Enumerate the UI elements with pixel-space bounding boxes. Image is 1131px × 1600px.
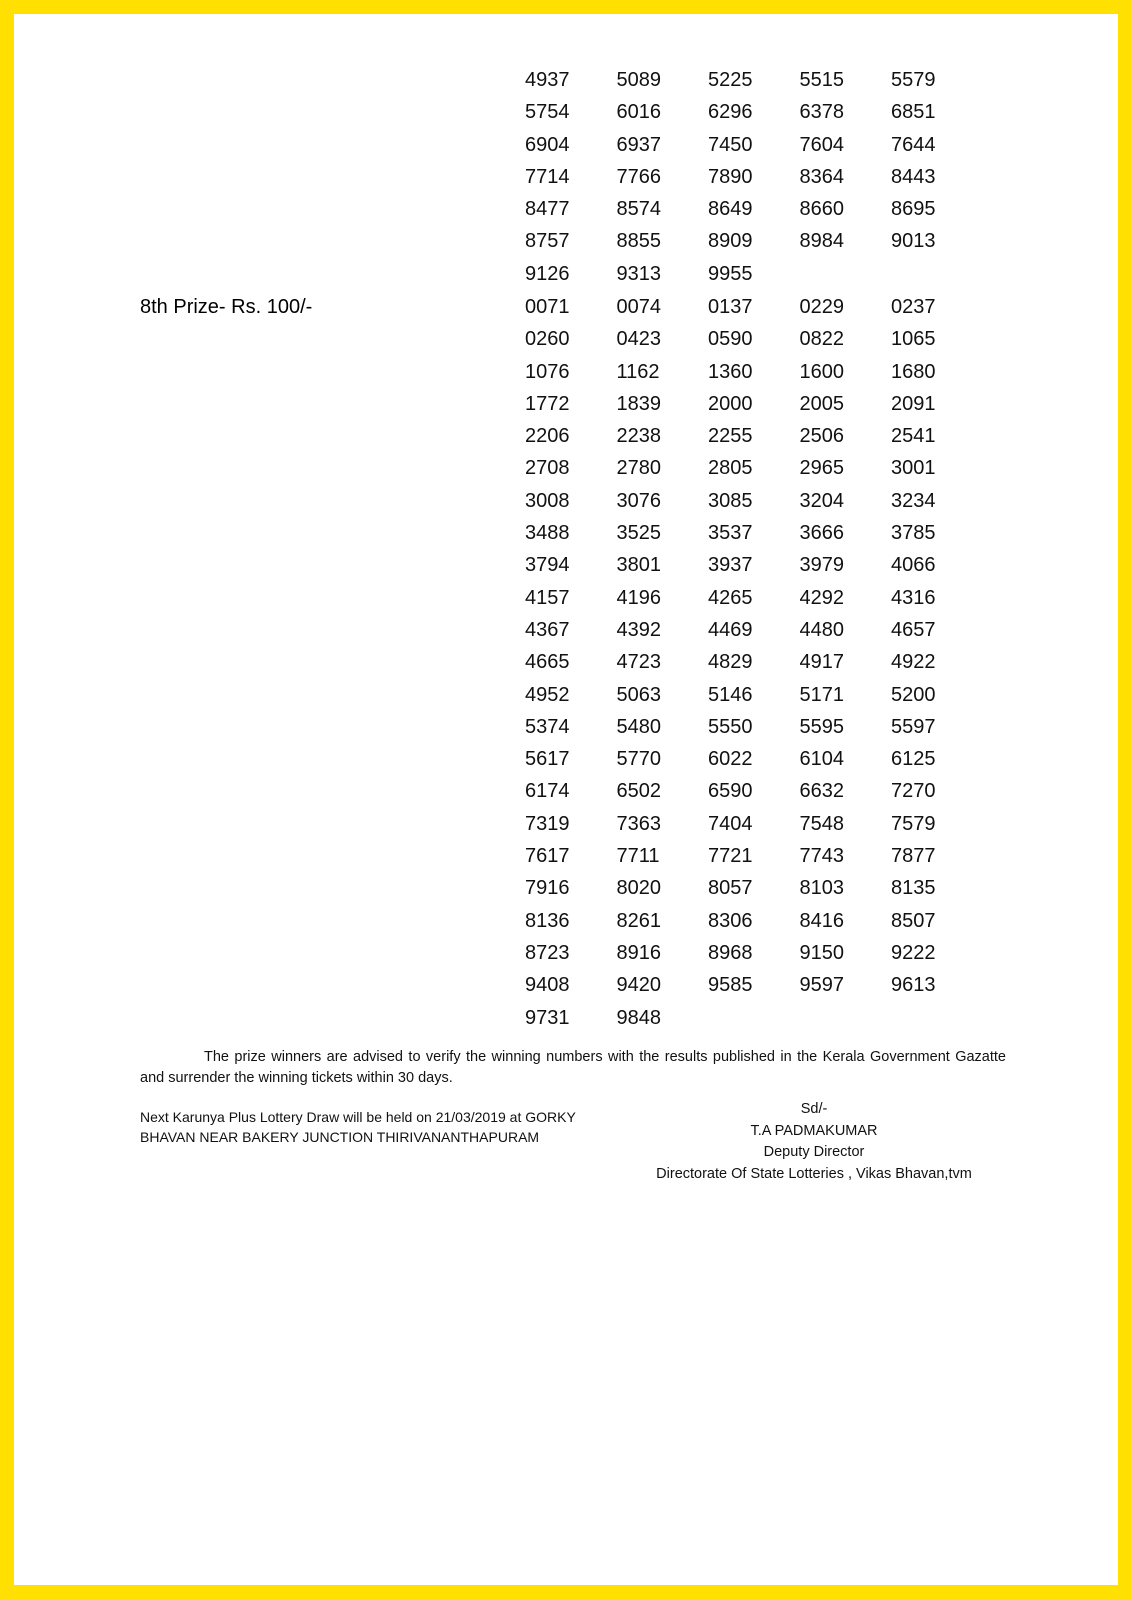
- ticket-number: 0074: [616, 296, 661, 318]
- ticket-number: 4665: [525, 651, 570, 674]
- ticket-number: 1680: [891, 360, 936, 383]
- ticket-number: 5595: [799, 715, 844, 738]
- ticket-number: 8057: [708, 877, 753, 900]
- ticket-number: 7890: [708, 165, 753, 188]
- ticket-number: 7743: [799, 845, 844, 868]
- ticket-number: 4480: [799, 618, 844, 641]
- ticket-number: 5480: [616, 715, 661, 738]
- ticket-number: 3537: [708, 522, 753, 545]
- ticket-number: 3666: [799, 522, 844, 545]
- ticket-number: 8574: [616, 198, 661, 221]
- ticket-number: 6904: [525, 133, 570, 156]
- ticket-number: 4657: [891, 618, 936, 641]
- ticket-number: 7270: [891, 780, 936, 803]
- ticket-number: 4292: [799, 586, 844, 609]
- ticket-number: 8306: [708, 909, 753, 932]
- ticket-number: 3234: [891, 489, 936, 512]
- ticket-number: 8649: [708, 198, 753, 221]
- ticket-number: 9420: [616, 974, 661, 997]
- ticket-number: 7363: [616, 812, 661, 835]
- ticket-number: 3085: [708, 489, 753, 512]
- ticket-number: 9126: [525, 262, 570, 285]
- ticket-number: 7548: [799, 812, 844, 835]
- ticket-number: 4157: [525, 586, 570, 609]
- ticket-number: 8261: [616, 909, 661, 932]
- ticket-number: 5089: [616, 69, 661, 91]
- ticket-number: 4937: [525, 69, 570, 91]
- ticket-number: 8984: [799, 230, 844, 253]
- ticket-number: 8916: [616, 941, 661, 964]
- ticket-number: 1772: [525, 392, 570, 415]
- ticket-number: 2965: [799, 457, 844, 480]
- ticket-number: 5200: [891, 683, 936, 706]
- ticket-number: 8507: [891, 909, 936, 932]
- ticket-number: 1162: [616, 360, 660, 383]
- ticket-number: 8364: [799, 165, 844, 188]
- ticket-number: 3785: [891, 522, 936, 545]
- ticket-number: 0590: [708, 328, 753, 351]
- ticket-number: 5515: [799, 69, 844, 91]
- ticket-number: 7721: [708, 845, 753, 868]
- ticket-number: 9955: [708, 262, 753, 285]
- ticket-number: 9613: [891, 974, 936, 997]
- ticket-number: 4066: [891, 554, 936, 577]
- ticket-number: 1360: [708, 360, 753, 383]
- ticket-number: 6590: [708, 780, 753, 803]
- ticket-number: 6937: [616, 133, 661, 156]
- ticket-number: 4723: [616, 651, 661, 674]
- ticket-number: 9013: [891, 230, 936, 253]
- ticket-number: 9848: [616, 1006, 661, 1029]
- signatory-office: Directorate Of State Lotteries , Vikas Bhavan,tvm: [656, 1165, 972, 1182]
- result-page: [14, 14, 1118, 1585]
- ticket-number: 4952: [525, 683, 570, 706]
- ticket-number: 0260: [525, 328, 570, 351]
- ticket-number: 5754: [525, 101, 570, 124]
- ticket-number: 7450: [708, 133, 753, 156]
- ticket-number: 1065: [891, 328, 936, 351]
- ticket-number: 5617: [525, 748, 570, 771]
- ticket-number: 1600: [799, 360, 844, 383]
- ticket-number: 3794: [525, 554, 570, 577]
- ticket-number: 6016: [616, 101, 661, 124]
- ticket-number: 8723: [525, 941, 570, 964]
- ticket-number: 6378: [799, 101, 844, 124]
- ticket-number: 5146: [708, 683, 753, 706]
- ticket-number: 3937: [708, 554, 753, 577]
- ticket-number: 9597: [799, 974, 844, 997]
- ticket-number: 5550: [708, 715, 753, 738]
- ticket-number: 8416: [799, 909, 844, 932]
- seventh-prize-number-grid: [525, 64, 983, 290]
- ticket-number: 7916: [525, 877, 570, 900]
- ticket-number: 6022: [708, 748, 753, 771]
- ticket-number: 7604: [799, 133, 844, 156]
- ticket-number: 0822: [799, 328, 844, 351]
- ticket-number: 2541: [891, 425, 936, 448]
- ticket-number: 1839: [616, 392, 661, 415]
- ticket-number: 6104: [799, 748, 844, 771]
- ticket-number: 7617: [525, 845, 570, 868]
- ticket-number: 7714: [525, 165, 570, 188]
- ticket-number: 1076: [525, 360, 570, 383]
- ticket-number: 0237: [891, 296, 936, 318]
- ticket-number: 6502: [616, 780, 661, 803]
- ticket-number: 5063: [616, 683, 661, 706]
- ticket-number: 5374: [525, 715, 570, 738]
- ticket-number: 3801: [616, 554, 661, 577]
- eighth-prize-label: 8th Prize- Rs. 100/-: [140, 296, 313, 318]
- ticket-number: 6632: [799, 780, 844, 803]
- ticket-number: 2708: [525, 457, 570, 480]
- ticket-number: 3979: [799, 554, 844, 577]
- ticket-number: 6125: [891, 748, 936, 771]
- ticket-number: 4392: [616, 618, 661, 641]
- ticket-number: 9222: [891, 941, 936, 964]
- ticket-number: 2000: [708, 392, 753, 415]
- ticket-number: 4922: [891, 651, 936, 674]
- ticket-number: 9731: [525, 1006, 570, 1029]
- ticket-number: 8135: [891, 877, 936, 900]
- ticket-number: 4316: [891, 586, 936, 609]
- ticket-number: 2506: [799, 425, 844, 448]
- ticket-number: 5579: [891, 69, 936, 91]
- signature-sd: Sd/-: [800, 1101, 828, 1117]
- ticket-number: 2005: [799, 392, 844, 415]
- ticket-number: 4917: [799, 651, 844, 674]
- ticket-number: 5770: [616, 748, 661, 771]
- ticket-number: 5171: [799, 683, 844, 706]
- ticket-number: 9313: [616, 262, 661, 285]
- ticket-number: 9150: [799, 941, 844, 964]
- ticket-number: 4265: [708, 586, 753, 609]
- ticket-number: 7579: [891, 812, 936, 835]
- ticket-number: 3076: [616, 489, 661, 512]
- ticket-number: 7644: [891, 133, 936, 156]
- ticket-number: 6296: [708, 101, 753, 124]
- signatory-name: T.A PADMAKUMAR: [750, 1122, 878, 1139]
- ticket-number: 4469: [708, 618, 753, 641]
- ticket-number: 8695: [891, 198, 936, 221]
- signature-block: [624, 1099, 1004, 1185]
- ticket-number: 8660: [799, 198, 844, 221]
- ticket-number: 0229: [799, 296, 844, 318]
- ticket-number: 8909: [708, 230, 753, 253]
- ticket-number: 7877: [891, 845, 936, 868]
- ticket-number: 6851: [891, 101, 936, 124]
- ticket-number: 2255: [708, 425, 753, 448]
- ticket-number: 7711: [616, 845, 660, 868]
- ticket-number: 8443: [891, 165, 936, 188]
- ticket-number: 4196: [616, 586, 661, 609]
- ticket-number: 7766: [616, 165, 661, 188]
- ticket-number: 6174: [525, 780, 570, 803]
- ticket-number: 5225: [708, 69, 753, 91]
- ticket-number: 4367: [525, 618, 570, 641]
- ticket-number: 2091: [891, 392, 936, 415]
- ticket-number: 5597: [891, 715, 936, 738]
- ticket-number: 9408: [525, 974, 570, 997]
- ticket-number: 3525: [616, 522, 661, 545]
- ticket-number: 4829: [708, 651, 753, 674]
- ticket-number: 3001: [891, 457, 936, 480]
- eighth-prize-number-grid: [525, 291, 983, 1034]
- ticket-number: 2206: [525, 425, 570, 448]
- ticket-number: 8757: [525, 230, 570, 253]
- ticket-number: 7404: [708, 812, 753, 835]
- ticket-number: 8103: [799, 877, 844, 900]
- ticket-number: 8855: [616, 230, 661, 253]
- verification-note: The prize winners are advised to verify the winning numbers with the results published in the Kerala Government Gazatte and surrender the winning tickets within 30 days.: [140, 1049, 1006, 1086]
- ticket-number: 8968: [708, 941, 753, 964]
- next-draw-info: Next Karunya Plus Lottery Draw will be held on 21/03/2019 at GORKY BHAVAN NEAR BAKERY JUNCTION THIRIVANANTHAPURAM: [140, 1109, 576, 1145]
- ticket-number: 8020: [616, 877, 661, 900]
- ticket-number: 8136: [525, 909, 570, 932]
- ticket-number: 2805: [708, 457, 753, 480]
- ticket-number: 3204: [799, 489, 844, 512]
- ticket-number: 3008: [525, 489, 570, 512]
- ticket-number: 2780: [616, 457, 661, 480]
- ticket-number: 2238: [616, 425, 661, 448]
- ticket-number: 7319: [525, 812, 570, 835]
- ticket-number: 0071: [525, 296, 570, 318]
- ticket-number: 0137: [708, 296, 753, 318]
- ticket-number: 3488: [525, 522, 570, 545]
- ticket-number: 0423: [616, 328, 661, 351]
- signatory-designation: Deputy Director: [763, 1144, 865, 1160]
- ticket-number: 9585: [708, 974, 753, 997]
- ticket-number: 8477: [525, 198, 570, 221]
